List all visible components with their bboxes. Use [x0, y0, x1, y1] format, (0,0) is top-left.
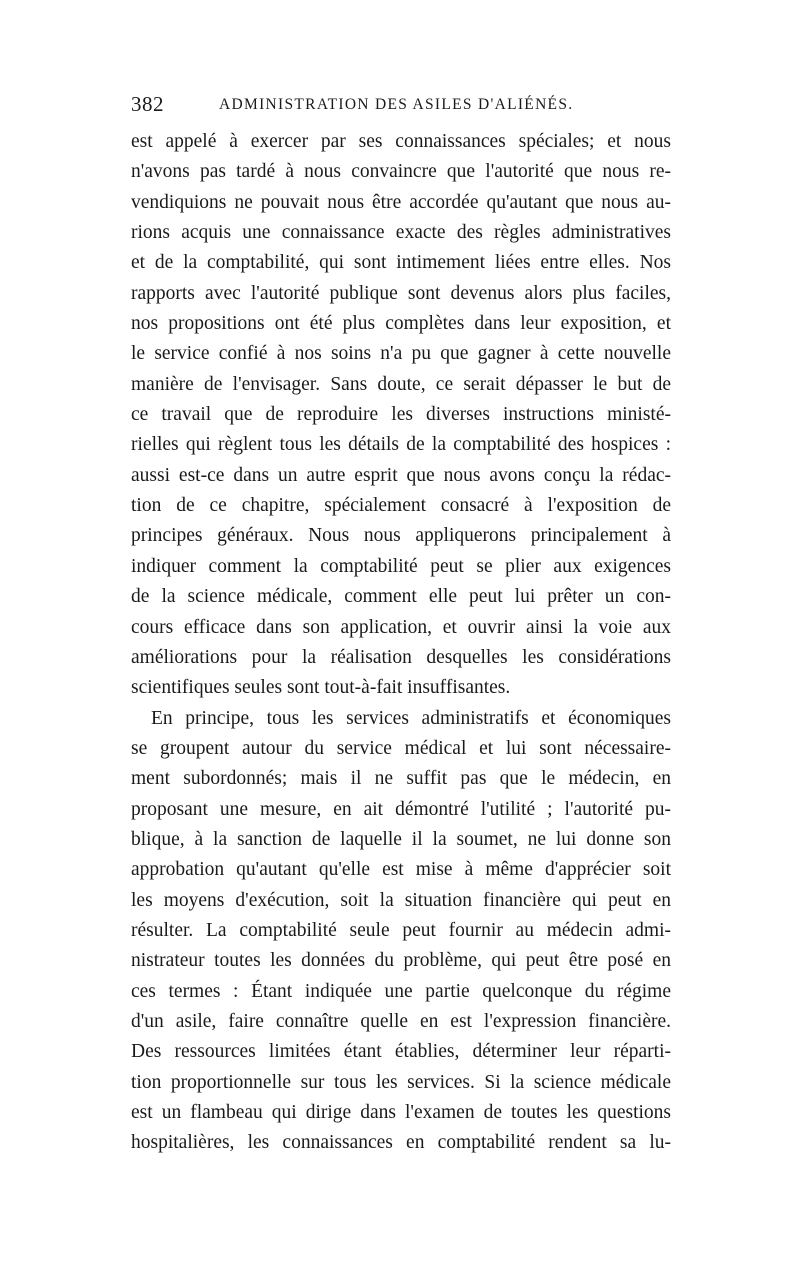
text-line: ce travail que de reproduire les diverses instructions ministé- — [131, 404, 671, 426]
text-line: rapports avec l'autorité publique sont devenus alors plus faciles, — [131, 282, 671, 304]
text-line: résulter. La comptabilité seule peut fournir au médecin admi- — [131, 919, 671, 941]
text-line: les moyens d'exécution, soit la situation financière qui peut en — [131, 889, 671, 911]
text-line: rions acquis une connaissance exacte des règles administratives — [131, 222, 671, 244]
paragraph-2 — [131, 704, 671, 1159]
text-line: approbation qu'autant qu'elle est mise à même d'apprécier soit — [131, 859, 671, 881]
text-line: scientifiques seules sont tout-à-fait insuffisantes. — [131, 677, 511, 699]
text-line: de la science médicale, comment elle peut lui prêter un con- — [131, 586, 671, 608]
text-line: et de la comptabilité, qui sont intimement liées entre elles. Nos — [131, 252, 671, 274]
text-line: aussi est-ce dans un autre esprit que nous avons conçu la rédac- — [131, 464, 671, 486]
text-line: est un flambeau qui dirige dans l'examen de toutes les questions — [131, 1102, 671, 1123]
page-number: 382 — [131, 92, 164, 116]
page-header — [131, 92, 671, 122]
text-line: Des ressources limitées étant établies, déterminer leur réparti- — [131, 1041, 671, 1063]
text-line: d'un asile, faire connaître quelle en est l'expression financière. — [131, 1010, 671, 1032]
text-line: hospitalières, les connaissances en comptabilité rendent sa lu- — [131, 1132, 671, 1154]
text-line: En principe, tous les services administratifs et économiques — [151, 707, 671, 729]
text-line: manière de l'envisager. Sans doute, ce serait dépasser le but de — [131, 373, 671, 395]
text-line: indiquer comment la comptabilité peut se plier aux exigences — [131, 555, 671, 577]
text-line: cours efficace dans son application, et ouvrir ainsi la voie aux — [131, 616, 671, 638]
text-line: améliorations pour la réalisation desquelles les considérations — [131, 646, 671, 668]
text-line: le service confié à nos soins n'a pu que gagner à cette nouvelle — [131, 343, 671, 365]
text-line: ment subordonnés; mais il ne suffit pas que le médecin, en — [131, 768, 671, 790]
running-title: ADMINISTRATION DES ASILES D'ALIÉNÉS. — [219, 96, 574, 113]
text-line: proposant une mesure, en ait démontré l'utilité ; l'autorité pu- — [131, 798, 671, 820]
text-line: vendiquions ne pouvait nous être accordée qu'autant que nous au- — [131, 191, 671, 213]
text-line: n'avons pas tardé à nous convaincre que l'autorité que nous re- — [131, 161, 671, 183]
body-text — [131, 127, 671, 1159]
text-line: ces termes : Étant indiquée une partie quelconque du régime — [131, 980, 671, 1002]
text-line: principes généraux. Nous nous appliquerons principalement à — [131, 525, 671, 547]
text-line: nistrateur toutes les données du problème, qui peut être posé en — [131, 950, 671, 972]
text-line: tion de ce chapitre, spécialement consacré à l'exposition de — [131, 495, 671, 517]
paragraph-1 — [131, 127, 671, 704]
text-line: se groupent autour du service médical et lui sont nécessaire- — [131, 737, 671, 759]
text-line: tion proportionnelle sur tous les services. Si la science médicale — [131, 1071, 671, 1093]
text-line: est appelé à exercer par ses connaissances spéciales; et nous — [131, 131, 671, 152]
text-line: rielles qui règlent tous les détails de la comptabilité des hospices : — [131, 434, 671, 456]
text-line: nos propositions ont été plus complètes dans leur exposition, et — [131, 313, 671, 335]
text-line: blique, à la sanction de laquelle il la soumet, ne lui donne son — [131, 828, 671, 850]
